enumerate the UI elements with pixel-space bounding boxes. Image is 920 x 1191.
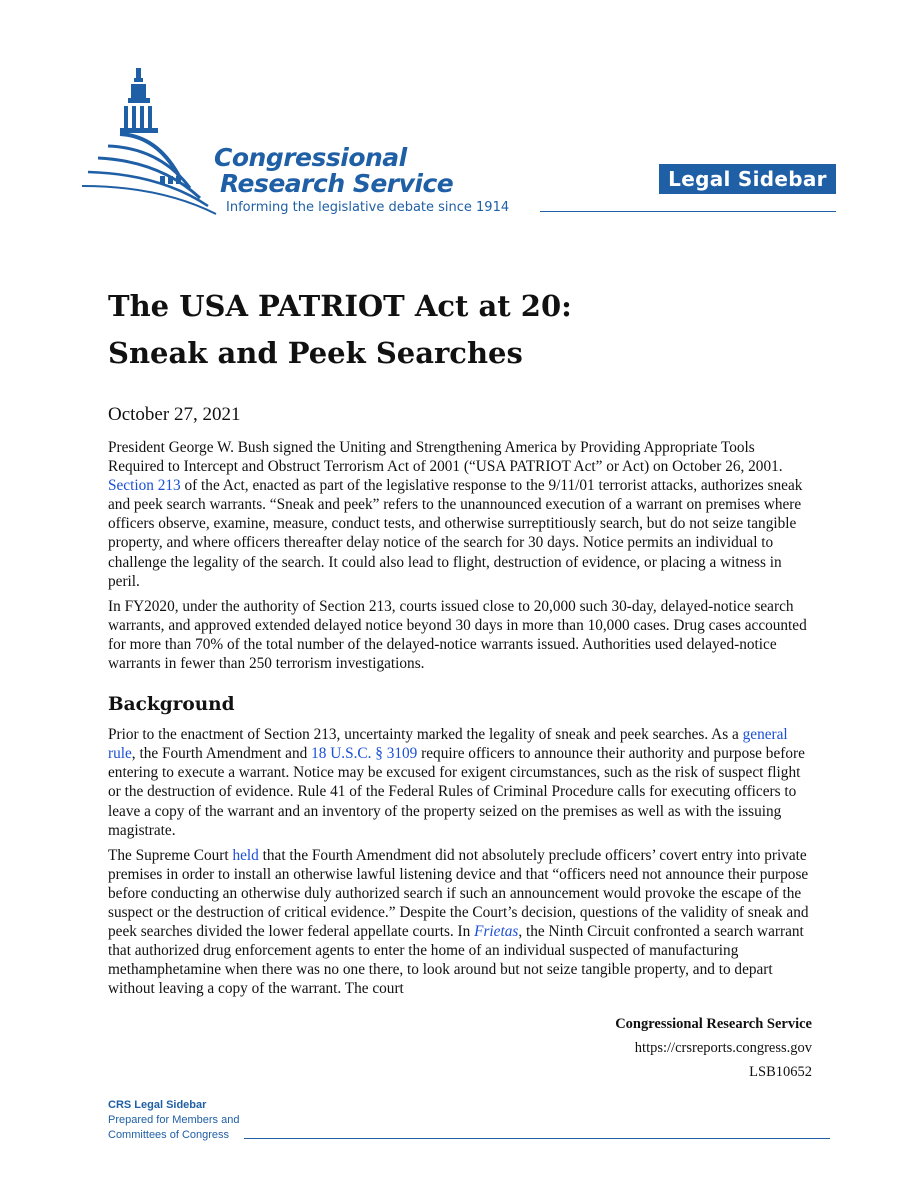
intro-p1-text-b: of the Act, enacted as part of the legislative response to the 9/11/01 terrorist attacks, authorizes sneak and peek search warrants. “Sneak and peek” refers to the unannounced execution of a warrant on premises where officers observe, examine, measure, conduct tests, and otherwise surreptitiously search, but do not seize tangible property, and where officers thereafter delay notice of the search for 30 days. Notice permits an individual to challenge the legality of the search. It could also lead to flight, destruction of evidence, or placing a witness in peril. xyxy=(108,477,803,590)
logo-tagline: Informing the legislative debate since 1914 xyxy=(226,200,510,215)
article-body xyxy=(108,438,814,1004)
logo-line-congressional: Congressional xyxy=(214,143,407,172)
bg-p1-text-c: require officers to announce their authority and purpose before entering to execute a warrant. Notice may be excused for exigent circumstances, such as the risk of suspect flight or the destruction of evidence. Rule 41 of the Federal Rules of Criminal Procedure calls for executing officers to leave a copy of the warrant and an inventory of the property seized on the premises as well as with the issuing magistrate. xyxy=(108,745,805,839)
logo-line-research-service: Research Service xyxy=(220,169,454,198)
background-paragraph-2 xyxy=(108,846,814,999)
publication-date: October 27, 2021 xyxy=(108,404,241,425)
bottom-line-3: Committees of Congress xyxy=(108,1129,230,1141)
footer-report-id: LSB10652 xyxy=(749,1064,812,1080)
bg-p2-text-a: The Supreme Court xyxy=(108,846,233,864)
intro-p1-text-a: President George W. Bush signed the Uniting and Strengthening America by Providing Appropriate Tools Required to Intercept and Obstruct Terrorism Act of 2001 (“USA PATRIOT Act” or Act) on October 26, 2001. xyxy=(108,439,783,476)
held-link[interactable]: held xyxy=(232,846,259,864)
bg-p1-text-a: Prior to the enactment of Section 213, uncertainty marked the legality of sneak and peek searches. As a xyxy=(108,726,743,744)
bg-p1-text-b: , the Fourth Amendment and xyxy=(131,745,312,763)
report-footer xyxy=(615,1012,812,1084)
intro-paragraph-1 xyxy=(108,438,814,591)
bottom-divider xyxy=(244,1138,830,1139)
bottom-line-2: Prepared for Members and xyxy=(108,1114,240,1126)
background-heading: Background xyxy=(108,694,235,716)
page-title xyxy=(108,283,828,377)
legal-sidebar-badge: Legal Sidebar xyxy=(659,164,836,194)
bg-p2-text-b: that the Fourth Amendment did not absolutely preclude officers’ covert entry into private premises in order to install an otherwise lawful listening device and that “officers need not announce their purpose before conducting an otherwise duly authorized search if such an announcement would provoke the escape of the suspect or the destruction of critical evidence.” Despite the Court’s decision, questions of the validity of sneak and peek searches divided the lower federal appellate courts. In xyxy=(108,846,809,941)
title-line-1: The USA PATRIOT Act at 20: xyxy=(108,289,572,323)
bg-p2-text-c: , the Ninth Circuit confronted a search warrant that authorized drug enforcement agents to enter the home of an individual suspected of manufacturing methamphetamine when there was no one there, to look around but not seize tangible property, and to depart without leaving a copy of the warrant. The court xyxy=(108,923,804,998)
general-rule-link[interactable]: general rule xyxy=(108,726,788,763)
background-paragraph-1 xyxy=(108,725,814,840)
crs-logo xyxy=(80,66,540,226)
frietas-link[interactable]: Frietas xyxy=(474,923,519,941)
usc-3109-link[interactable]: 18 U.S.C. § 3109 xyxy=(311,745,418,763)
title-line-2: Sneak and Peek Searches xyxy=(108,336,523,370)
footer-org-name: Congressional Research Service xyxy=(615,1016,812,1032)
capitol-dome-icon xyxy=(80,66,230,216)
intro-paragraph-2: In FY2020, under the authority of Section 213, courts issued close to 20,000 such 30-day, delayed-notice search warrants, and approved extended delayed notice beyond 30 days in more than 10,000 cases. Drug cases accounted for more than 70% of the total number of the delayed-notice warrants issued. Authorities used delayed-notice warrants in fewer than 250 terrorism investigations. xyxy=(108,597,807,673)
section-213-link[interactable]: Section 213 xyxy=(108,477,181,495)
bottom-title: CRS Legal Sidebar xyxy=(108,1099,207,1111)
bottom-notice xyxy=(108,1098,239,1143)
header-divider xyxy=(540,211,836,212)
footer-url: https://crsreports.congress.gov xyxy=(634,1040,812,1056)
